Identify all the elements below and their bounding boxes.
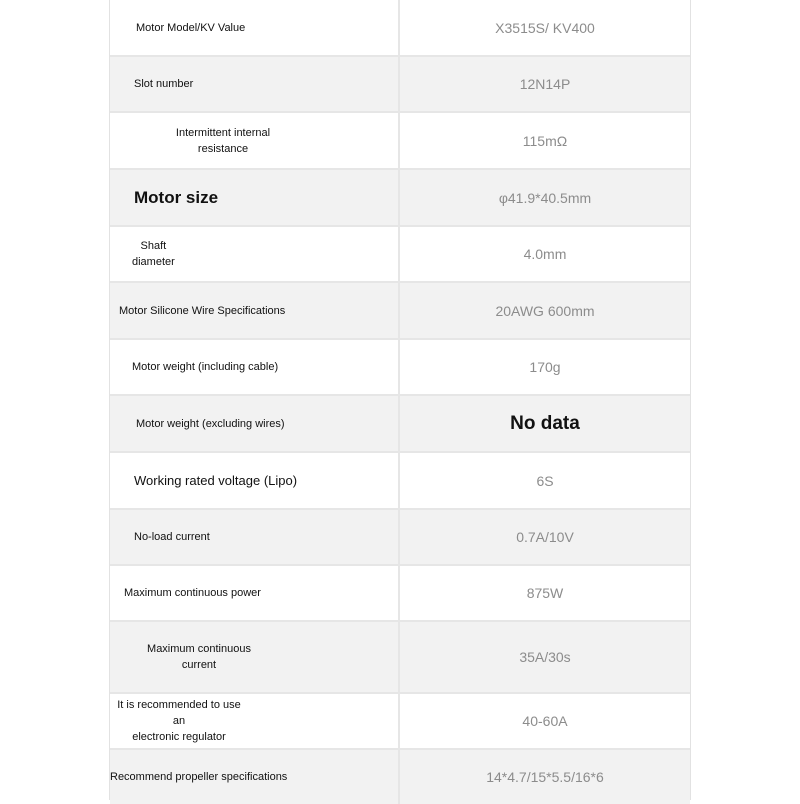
row-label-text: Maximum continuous current [147,643,251,671]
row-value: 170g [529,359,561,375]
row-value: 0.7A/10V [516,529,574,545]
table-row [110,340,690,396]
row-label-text: It is recommended to use an electronic regulator [117,699,241,743]
row-label: Motor Model/KV Value [110,0,400,55]
row-label: Motor weight (excluding wires) [110,396,400,451]
row-value: 12N14P [519,76,571,92]
table-row [110,750,690,804]
row-value: 875W [526,585,564,601]
row-value: No data [510,412,580,434]
table-row [110,396,690,453]
row-label: Recommend propeller specifications [110,750,400,804]
row-label: Maximum continuous power [110,566,400,620]
row-value: 35A/30s [519,649,571,665]
table-row [110,227,690,283]
table-row [110,566,690,622]
row-value: 14*4.7/15*5.5/16*6 [486,769,604,785]
row-value: 40-60A [522,713,568,729]
table-row [110,622,690,694]
row-value: X3515S/ KV400 [495,19,595,36]
table-row [110,694,690,750]
table-row [110,510,690,566]
row-label [110,227,400,281]
table-row [110,453,690,510]
table-row [110,57,690,113]
table-row [110,283,690,340]
row-value: 20AWG 600mm [495,302,595,319]
row-value: φ41.9*40.5mm [498,189,592,206]
table-row [110,0,690,57]
row-value: 6S [536,472,554,489]
table-row [110,113,690,170]
row-label: Slot number [110,57,400,111]
spec-table [109,0,691,800]
row-label: Motor size [110,170,400,225]
row-label: No-load current [110,510,400,564]
row-label: Motor Silicone Wire Specifications [110,283,400,338]
row-label [110,622,400,692]
table-row [110,170,690,227]
row-label: Motor weight (including cable) [110,340,400,394]
row-label-text: Shaft diameter [132,240,175,268]
row-value: 115mΩ [522,132,568,149]
row-label: Intermittent internal resistance [110,113,400,168]
row-label: Working rated voltage (Lipo) [110,453,400,508]
row-label [110,694,400,748]
row-value: 4.0mm [523,246,567,262]
